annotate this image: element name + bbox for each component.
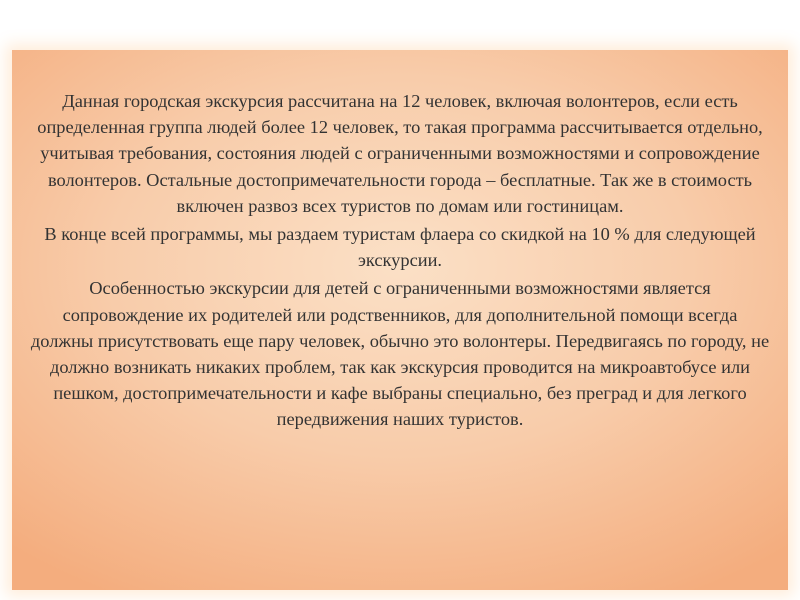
text-panel — [12, 50, 788, 590]
paragraph-group-size: Данная городская экскурсия рассчитана на 12 человек, включая волонтеров, если есть определенная группа людей более 12 человек, то такая программа рассчитывается отдельно, учитывая требования, состояния людей с ограниченными возможностями и сопровождение волонтеров. Остальные достопримечательности города – бесплатные. Так же в стоимость включен развоз всех туристов по домам или гостиницам. — [37, 91, 763, 216]
paragraph-discount-flyers: В конце всей программы, мы раздаем туристам флаера со скидкой на 10 % для следующей экскурсии. — [44, 224, 756, 271]
paragraph-children-excursion: Особенностью экскурсии для детей с ограниченными возможностями является сопровождение их родителей или родственников, для дополнительной помощи всегда должны присутствовать еще пару человек, обычно это волонтеры. Передвигаясь по городу, не должно возникать никаких проблем, так как экскурсия проводится на микроавтобусе или пешком, достопримечательности и кафе выбраны специально, без преград и для легкого передвижения наших туристов. — [30, 278, 770, 430]
body-text — [30, 88, 770, 435]
